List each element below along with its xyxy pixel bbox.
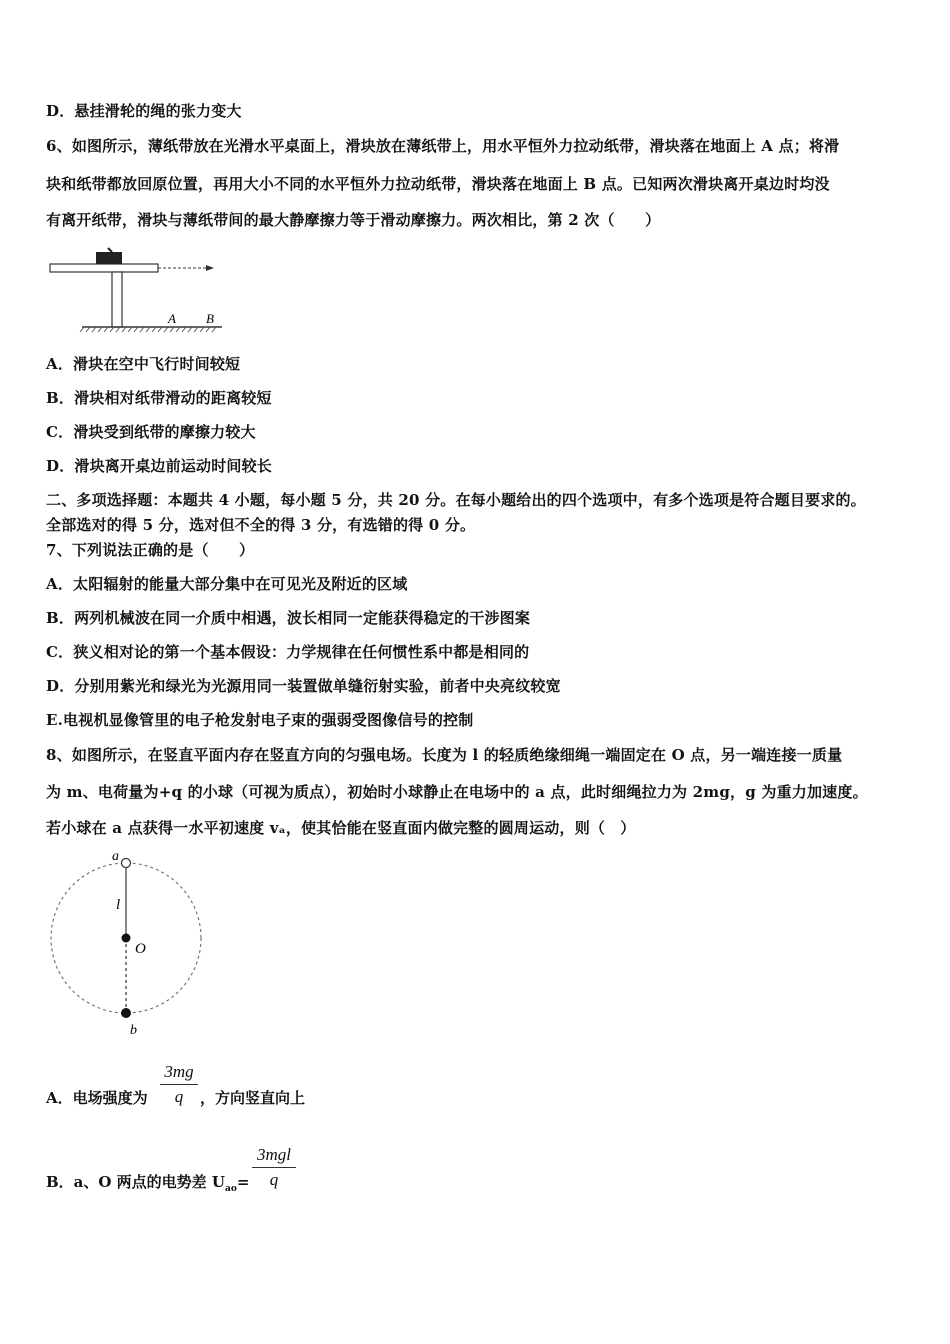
length-l-label: l: [116, 897, 121, 913]
q8-stem-line-2: 为 m、电荷量为+q 的小球（可视为质点），初始时小球静止在电场中的 a 点，此时细绳拉力为 2mg，g 为重力加速度。: [46, 783, 868, 801]
q8-option-a-prefix: A．电场强度为: [46, 1089, 148, 1107]
q8-option-a-fraction: [160, 1062, 198, 1107]
subscript-ao: ao: [225, 1184, 237, 1194]
q7-option-a: A．太阳辐射的能量大部分集中在可见光及附近的区域: [46, 575, 408, 593]
option-b-text: B．a、O 两点的电势差 U: [46, 1173, 225, 1191]
q6-stem-line-1: 6、如图所示，薄纸带放在光滑水平桌面上，滑块放在薄纸带上，用水平恒外力拉动纸带，滑块落在地面上 A 点；将滑: [46, 137, 840, 155]
fraction-denominator: q: [174, 1087, 184, 1106]
q6-stem-line-3: 有离开纸带，滑块与薄纸带间的最大静摩擦力等于滑动摩擦力。两次相比，第 2 次（ ）: [46, 211, 661, 229]
q8-option-b-fraction: [252, 1145, 296, 1190]
section-2-heading: 二、多项选择题：本题共 4 小题，每小题 5 分，共 20 分。在每小题给出的四个选项中，有多个选项是符合题目要求的。: [46, 491, 866, 509]
q7-option-d: D．分别用紫光和绿光为光源用同一装置做单缝衍射实验，前者中央亮纹较宽: [46, 677, 561, 695]
point-o-label: O: [135, 941, 146, 957]
q8-stem-line-1: 8、如图所示，在竖直平面内存在竖直方向的匀强电场。长度为 l 的轻质绝缘细绳一端固定在 O 点，另一端连接一质量: [46, 746, 843, 764]
point-a-label: A: [168, 311, 176, 326]
equals-sign: =: [236, 1173, 250, 1191]
q6-option-b: B．滑块相对纸带滑动的距离较短: [46, 389, 272, 407]
fraction-denominator: q: [269, 1170, 279, 1189]
q5-option-d: D．悬挂滑轮的绳的张力变大: [46, 102, 242, 120]
q7-option-b: B．两列机械波在同一介质中相遇，波长相同一定能获得稳定的干涉图案: [46, 609, 531, 627]
point-b-label: B: [206, 311, 214, 326]
q6-option-d: D．滑块离开桌边前运动时间较长: [46, 457, 273, 475]
point-b-label: b: [130, 1023, 137, 1038]
fraction-numerator: 3mg: [164, 1062, 194, 1081]
section-2-scoring: 全部选对的得 5 分，选对但不全的得 3 分，有选错的得 0 分。: [46, 516, 476, 534]
q7-stem: 7、下列说法正确的是（ ）: [46, 541, 255, 559]
fraction-numerator: 3mgl: [257, 1145, 291, 1164]
table-slider-figure: [46, 246, 226, 338]
q7-option-c: C．狭义相对论的第一个基本假设：力学规律在任何惯性系中都是相同的: [46, 643, 530, 661]
q8-stem-line-3: 若小球在 a 点获得一水平初速度 vₐ，使其恰能在竖直面内做完整的圆周运动，则（ ）: [46, 819, 636, 837]
circular-motion-figure: [46, 846, 216, 1041]
q8-option-a-suffix: ，方向竖直向上: [200, 1089, 306, 1107]
q6-stem-line-2: 块和纸带都放回原位置，再用大小不同的水平恒外力拉动纸带，滑块落在地面上 B 点。已知两次滑块离开桌边时均没: [46, 175, 830, 193]
q6-option-a: A．滑块在空中飞行时间较短: [46, 355, 241, 373]
q6-option-c: C．滑块受到纸带的摩擦力较大: [46, 423, 256, 441]
q7-option-e: E.电视机显像管里的电子枪发射电子束的强弱受图像信号的控制: [46, 711, 474, 729]
point-a-label: a: [112, 849, 119, 864]
q8-option-b-prefix: [46, 1171, 249, 1194]
